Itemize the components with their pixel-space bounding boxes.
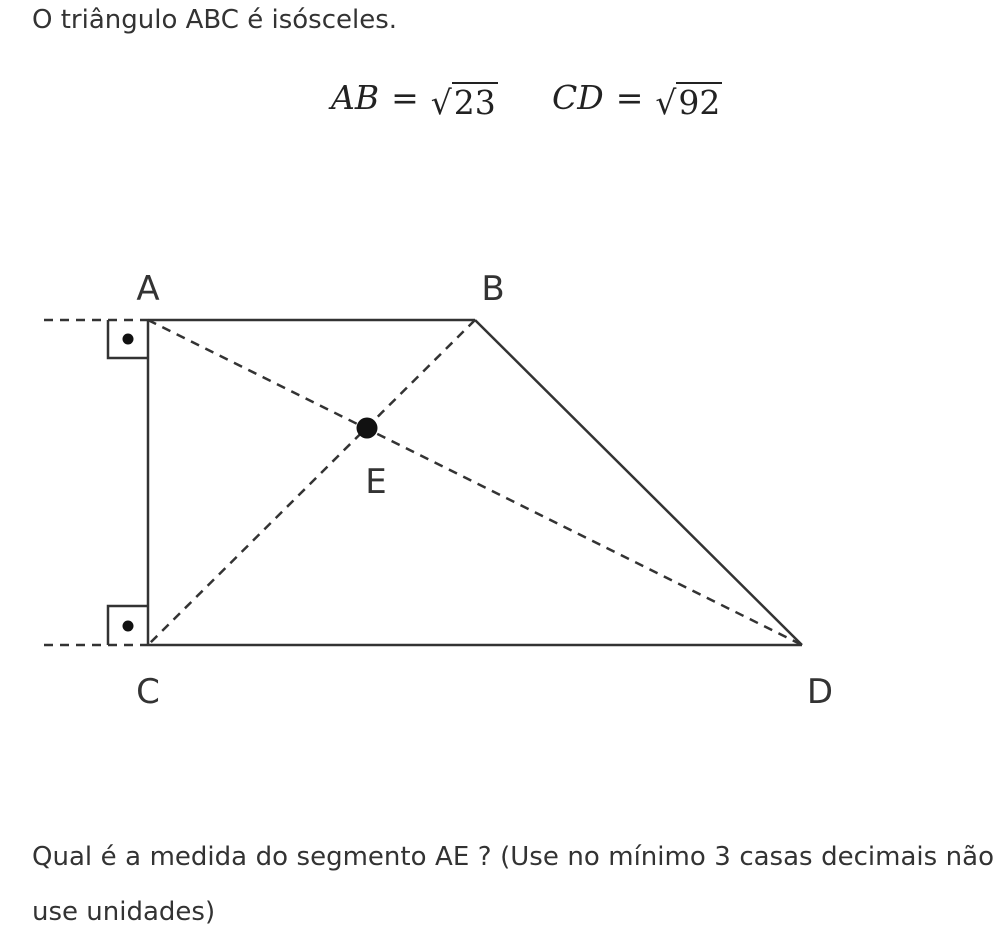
formula-cd — [552, 78, 722, 122]
radical-sign-icon: √ — [430, 83, 452, 122]
given-values — [0, 78, 999, 128]
label-a: A — [136, 269, 160, 309]
intro-text: O triângulo ABC é isósceles. — [32, 5, 398, 35]
label-d: D — [806, 672, 834, 712]
trapezoid-diagram — [0, 230, 999, 730]
diagonal-bc — [148, 320, 475, 645]
right-angle-dot-a — [123, 334, 134, 345]
segment-bd — [475, 320, 802, 645]
radical-sign-icon: √ — [655, 83, 677, 122]
intersection-point-e — [357, 418, 378, 439]
right-angle-dot-c — [123, 621, 134, 632]
formula-ab-lhs: AB — [331, 78, 380, 117]
formula-cd-lhs: CD — [552, 78, 604, 117]
label-e: E — [365, 462, 387, 502]
question-text: Qual é a medida do segmento AE ? (Use no mínimo 3 casas decimais não use unidades) — [32, 842, 994, 927]
label-b: B — [481, 269, 505, 309]
label-c: C — [136, 672, 160, 712]
formula-cd-radicand: 92 — [678, 83, 721, 122]
formula-cd-equals: = — [615, 78, 644, 117]
sqrt-92 — [655, 78, 722, 122]
diagonal-ad — [148, 320, 802, 645]
sqrt-23 — [431, 78, 498, 122]
formula-ab-radicand: 23 — [453, 83, 496, 122]
formula-ab — [331, 78, 498, 122]
formula-ab-equals: = — [391, 78, 419, 117]
